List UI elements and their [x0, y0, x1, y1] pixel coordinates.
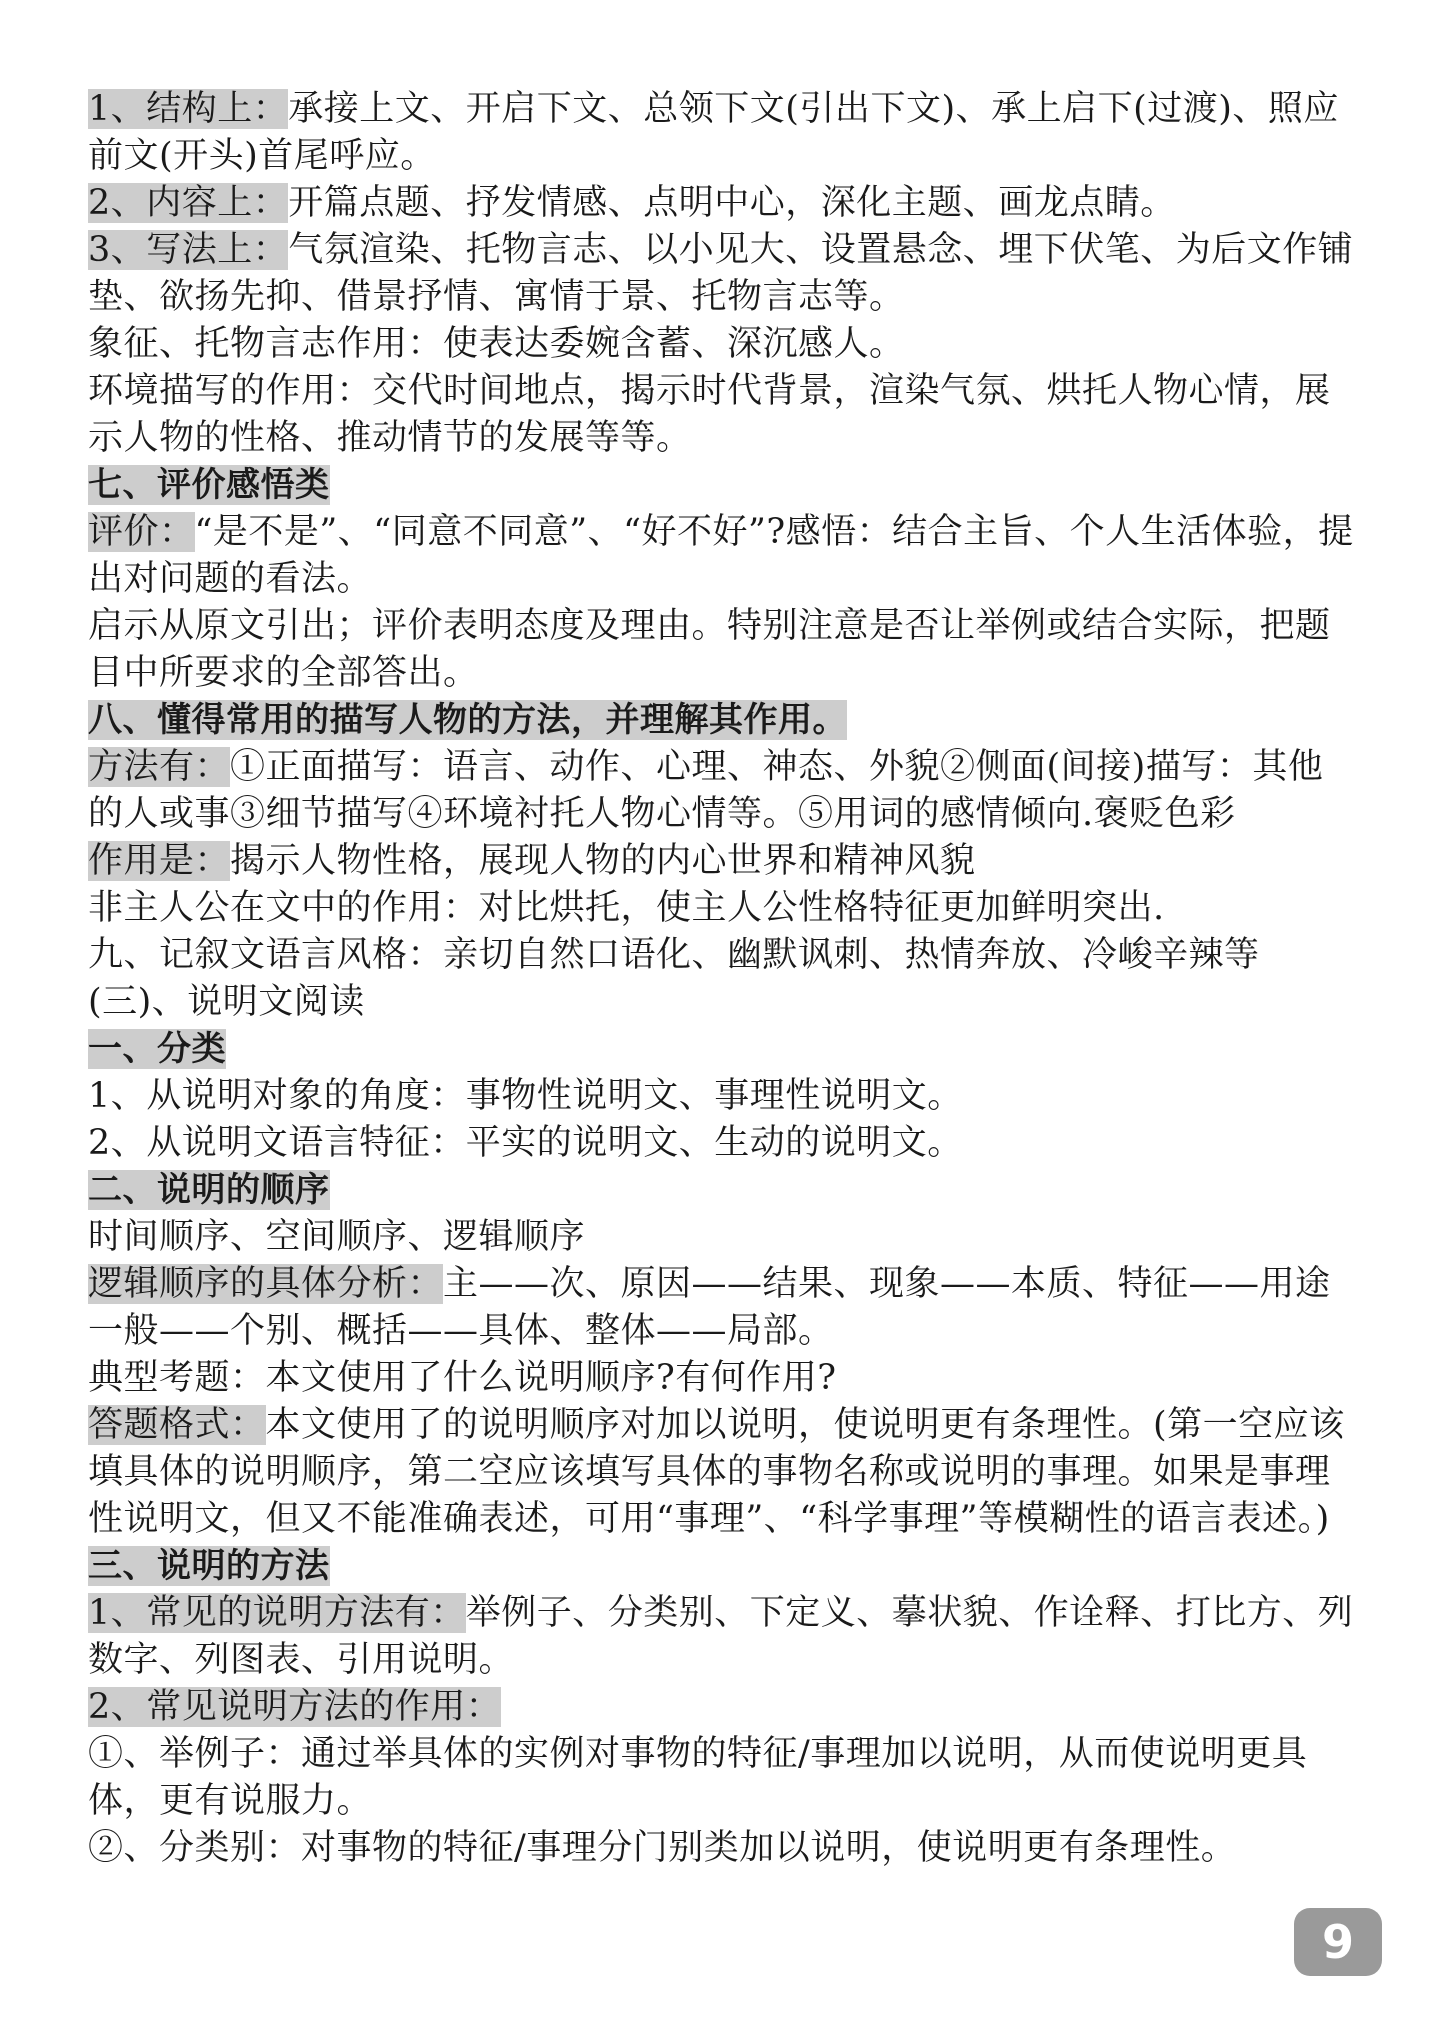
paragraph-text: 开篇点题、抒发情感、点明中心，深化主题、画龙点睛。 — [288, 183, 1176, 223]
paragraph — [88, 1261, 1358, 1355]
paragraph — [88, 1214, 1358, 1261]
highlighted-label: 答题格式： — [88, 1405, 266, 1445]
paragraph-text: “是不是”、“同意不同意”、“好不好”?感悟：结合主旨、个人生活体验，提出对问题的看法。 — [88, 512, 1354, 599]
page-number: 9 — [1294, 1908, 1382, 1976]
paragraph-text: 举例子、分类别、下定义、摹状貌、作诠释、打比方、列数字、列图表、引用说明。 — [88, 1593, 1354, 1680]
paragraph-text: 象征、托物言志作用：使表达委婉含蓄、深沉感人。 — [88, 324, 905, 364]
paragraph-text: 非主人公在文中的作用：对比烘托，使主人公性格特征更加鲜明突出. — [88, 888, 1165, 928]
paragraph — [88, 368, 1358, 462]
heading-text: 一、分类 — [88, 1029, 226, 1069]
highlighted-label: 2、内容上： — [88, 183, 289, 223]
section-heading — [88, 462, 1358, 509]
section-heading — [88, 1167, 1358, 1214]
highlighted-label: 评价： — [88, 512, 195, 552]
paragraph — [88, 180, 1358, 227]
paragraph-text: 本文使用了的说明顺序对加以说明，使说明更有条理性。(第一空应该填具体的说明顺序，第二空应该填写具体的事物名称或说明的事理。如果是事理性说明文，但又不能准确表述，可用“事理”、“科学事理”等模糊性的语言表述。) — [88, 1405, 1345, 1539]
paragraph-text: 揭示人物性格，展现人物的内心世界和精神风貌 — [230, 841, 976, 881]
highlighted-label: 1、结构上： — [88, 89, 289, 129]
paragraph-text: ①正面描写：语言、动作、心理、神态、外貌②侧面(间接)描写：其他的人或事③细节描写④环境衬托人物心情等。⑤用词的感情倾向.褒贬色彩 — [88, 747, 1324, 834]
paragraph — [88, 509, 1358, 603]
paragraph — [88, 227, 1358, 321]
heading-text: 七、评价感悟类 — [88, 465, 330, 505]
paragraph-text: 1、从说明对象的角度：事物性说明文、事理性说明文。 — [88, 1076, 963, 1116]
paragraph-text: (三)、说明文阅读 — [88, 982, 365, 1022]
paragraph-text: ①、举例子：通过举具体的实例对事物的特征/事理加以说明，从而使说明更具体，更有说服力。 — [88, 1734, 1308, 1821]
paragraph — [88, 838, 1358, 885]
heading-text: 二、说明的顺序 — [88, 1170, 330, 1210]
paragraph-text: 主——次、原因——结果、现象——本质、特征——用途一般——个别、概括——具体、整体——局部。 — [88, 1264, 1331, 1351]
paragraph-text: 2、从说明文语言特征：平实的说明文、生动的说明文。 — [88, 1123, 963, 1163]
paragraph — [88, 932, 1358, 979]
paragraph — [88, 1073, 1358, 1120]
section-heading — [88, 697, 1358, 744]
highlighted-label: 2、常见说明方法的作用： — [88, 1687, 502, 1727]
paragraph — [88, 885, 1358, 932]
section-heading — [88, 1026, 1358, 1073]
document-body — [88, 86, 1358, 1872]
paragraph-text: 九、记叙文语言风格：亲切自然口语化、幽默讽刺、热情奔放、冷峻辛辣等 — [88, 935, 1260, 975]
paragraph — [88, 1731, 1358, 1825]
heading-text: 八、懂得常用的描写人物的方法，并理解其作用。 — [88, 700, 847, 740]
paragraph-text: 启示从原文引出；评价表明态度及理由。特别注意是否让举例或结合实际，把题目中所要求的全部答出。 — [88, 606, 1331, 693]
paragraph-text: 典型考题：本文使用了什么说明顺序?有何作用? — [88, 1358, 837, 1398]
paragraph-text: 承接上文、开启下文、总领下文(引出下文)、承上启下(过渡)、照应前文(开头)首尾呼应。 — [88, 89, 1339, 176]
highlighted-label: 1、常见的说明方法有： — [88, 1593, 466, 1633]
paragraph — [88, 744, 1358, 838]
paragraph — [88, 1120, 1358, 1167]
paragraph — [88, 321, 1358, 368]
paragraph — [88, 86, 1358, 180]
highlighted-label: 3、写法上： — [88, 230, 289, 270]
paragraph-text: ②、分类别：对事物的特征/事理分门别类加以说明，使说明更有条理性。 — [88, 1828, 1237, 1868]
highlighted-label: 作用是： — [88, 841, 231, 881]
paragraph — [88, 1590, 1358, 1684]
paragraph-text: 环境描写的作用：交代时间地点，揭示时代背景，渲染气氛、烘托人物心情，展示人物的性格、推动情节的发展等等。 — [88, 371, 1331, 458]
heading-text: 三、说明的方法 — [88, 1546, 330, 1586]
paragraph-text: 时间顺序、空间顺序、逻辑顺序 — [88, 1217, 586, 1257]
paragraph — [88, 979, 1358, 1026]
paragraph-text: 气氛渲染、托物言志、以小见大、设置悬念、埋下伏笔、为后文作铺垫、欲扬先抑、借景抒情、寓情于景、托物言志等。 — [88, 230, 1354, 317]
paragraph — [88, 1825, 1358, 1872]
paragraph — [88, 1402, 1358, 1543]
paragraph — [88, 1355, 1358, 1402]
paragraph — [88, 603, 1358, 697]
section-heading — [88, 1543, 1358, 1590]
paragraph — [88, 1684, 1358, 1731]
highlighted-label: 逻辑顺序的具体分析： — [88, 1264, 444, 1304]
highlighted-label: 方法有： — [88, 747, 231, 787]
